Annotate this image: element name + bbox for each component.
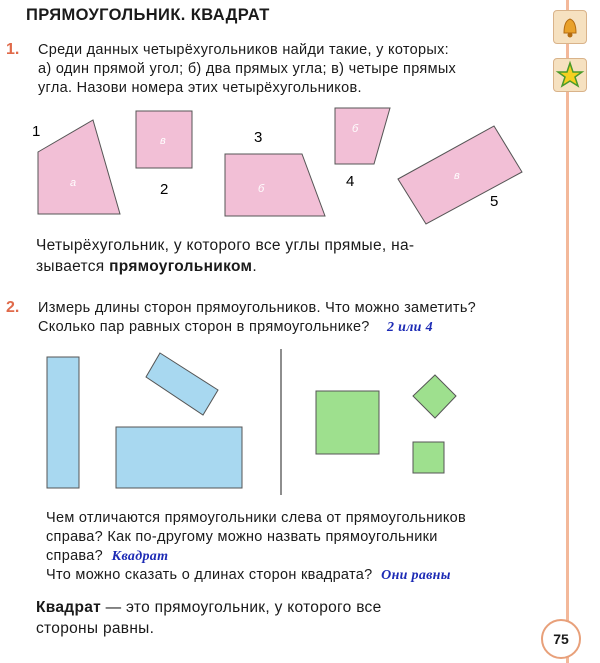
- shape-3: [225, 154, 325, 216]
- task-2-line: Измерь длины сторон прямоугольников. Что можно заметить?: [38, 300, 477, 316]
- task-2-line-2: [38, 318, 568, 337]
- question-line: справа? Как по-другому можно назвать прямоугольники: [46, 529, 438, 545]
- definition-text: .: [252, 258, 257, 275]
- definition-term: Квадрат: [36, 599, 102, 616]
- definition-text: — это прямоугольник, у которого все: [101, 599, 382, 616]
- question-line-3: [46, 547, 566, 566]
- task-2-text: [38, 299, 568, 337]
- bell-icon: [554, 11, 586, 43]
- page-number: 75: [541, 619, 581, 659]
- rectangles-squares-figure: [0, 345, 560, 495]
- task-1-line: а) один прямой угол; б) два прямых угла; в) четыре прямых: [38, 61, 457, 77]
- shape-2-label: 2: [160, 181, 169, 198]
- definition-square: [36, 597, 556, 639]
- handwritten-answer: 2 или 4: [387, 320, 433, 335]
- shape-3-label: 3: [254, 129, 263, 146]
- blue-rectangle-tilted: [146, 353, 218, 415]
- task-number: 1.: [6, 41, 20, 58]
- shape-2-answer: в: [160, 135, 166, 147]
- quadrilaterals-figure: [0, 100, 560, 230]
- shape-5: [398, 126, 522, 224]
- question-line-4: [46, 566, 566, 585]
- definition-line: Четырёхугольник, у которого все углы прямые, на-: [36, 237, 415, 254]
- task-1-text: [38, 41, 568, 98]
- shape-4-label: 4: [346, 173, 355, 190]
- shape-1-answer: а: [70, 177, 77, 189]
- shape-5-answer: в: [454, 170, 460, 182]
- shape-3-answer: б: [258, 183, 265, 195]
- handwritten-answer-square: Квадрат: [111, 549, 169, 564]
- definition-term: прямоугольником: [109, 258, 253, 275]
- green-square-small: [413, 442, 444, 473]
- definition-line: стороны равны.: [36, 620, 155, 637]
- task-number: 2.: [6, 299, 20, 316]
- definition-line-2: [36, 256, 564, 277]
- handwritten-answer-equal: Они равны: [381, 568, 451, 583]
- definition-text: зывается: [36, 258, 110, 275]
- question-line: Чем отличаются прямоугольники слева от прямоугольников: [46, 510, 467, 526]
- definition-rectangle: [36, 235, 564, 277]
- task-2-questions: [46, 509, 566, 585]
- task-2-line: Сколько пар равных сторон в прямоугольнике?: [38, 319, 370, 335]
- shape-5-label: 5: [490, 193, 499, 210]
- task-1-line: угла. Назови номера этих четырёхугольников.: [38, 80, 362, 96]
- shape-4-answer: б: [352, 123, 359, 135]
- question-line: Что можно сказать о длинах сторон квадрата?: [46, 567, 373, 583]
- question-line: справа?: [46, 548, 103, 564]
- shape-1-label: 1: [32, 123, 41, 140]
- green-square-tilted: [413, 375, 456, 418]
- shape-1: [38, 120, 120, 214]
- definition-line-1: [36, 597, 556, 618]
- bell-badge: [553, 10, 587, 44]
- task-1-line: Среди данных четырёхугольников найди такие, у которых:: [38, 42, 449, 58]
- blue-rectangle-tall: [47, 357, 79, 488]
- shape-4: [335, 108, 390, 164]
- blue-rectangle-wide: [116, 427, 242, 488]
- green-square-large: [316, 391, 379, 454]
- page-title: ПРЯМОУГОЛЬНИК. КВАДРАТ: [26, 6, 270, 24]
